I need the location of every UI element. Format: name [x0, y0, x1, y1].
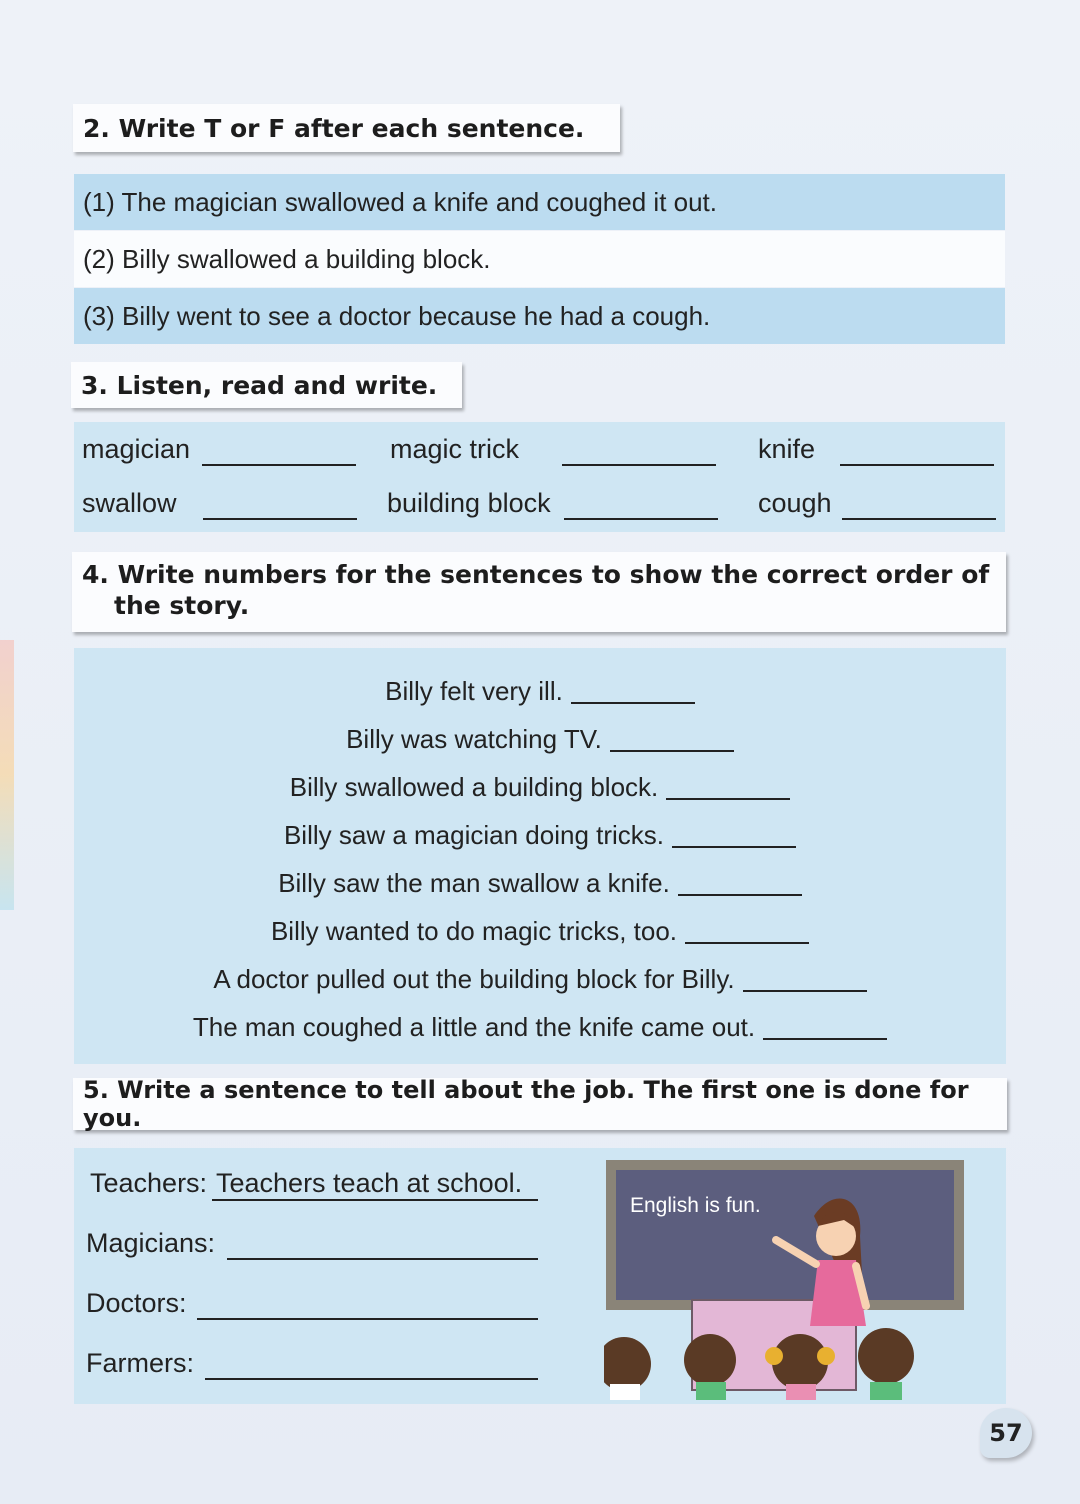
answer-line-farmers[interactable]	[205, 1378, 538, 1380]
section-2-heading-text: 2. Write T or F after each sentence.	[83, 113, 585, 143]
order-blank[interactable]	[685, 942, 809, 944]
job-label-magicians: Magicians:	[86, 1228, 216, 1258]
order-blank[interactable]	[672, 846, 796, 848]
section-4-heading-line-1: 4. Write numbers for the sentences to show the correct order of	[82, 560, 990, 589]
tf-sentence-2	[74, 231, 1005, 287]
vocab-word-magician: magician	[82, 434, 191, 464]
order-blank[interactable]	[666, 798, 790, 800]
order-sentence-text: Billy saw the man swallow a knife.	[278, 868, 670, 898]
section-4-heading-line-2: the story.	[114, 591, 250, 620]
example-answer: Teachers teach at school.	[216, 1168, 523, 1198]
section-2-heading	[73, 104, 620, 152]
order-sentence-6	[74, 916, 1006, 947]
tf-sentence-3	[74, 288, 1005, 344]
answer-line-magicians[interactable]	[227, 1258, 538, 1260]
side-decoration	[0, 640, 14, 910]
vocab-blank-building-block[interactable]	[564, 518, 718, 520]
vocab-word-cough: cough	[758, 488, 832, 518]
section-3-heading	[71, 362, 462, 408]
order-sentence-text: The man coughed a little and the knife came out.	[192, 1012, 756, 1042]
classroom-illustration	[604, 1156, 1004, 1402]
tf-sentences-panel	[74, 174, 1005, 342]
order-blank[interactable]	[743, 990, 867, 992]
order-blank[interactable]	[571, 702, 695, 704]
order-sentence-5	[74, 868, 1006, 899]
order-sentence-text: Billy saw a magician doing tricks.	[283, 820, 665, 850]
order-sentence-3	[74, 772, 1006, 803]
order-sentence-1	[74, 676, 1006, 707]
vocab-word-swallow: swallow	[82, 488, 177, 518]
order-sentence-text: Billy wanted to do magic tricks, too.	[270, 916, 678, 946]
blackboard-text: English is fun.	[630, 1194, 761, 1217]
order-blank[interactable]	[763, 1038, 887, 1040]
vocab-word-magic-trick: magic trick	[390, 434, 520, 464]
vocab-word-building-block: building block	[387, 488, 551, 518]
order-blank[interactable]	[678, 894, 802, 896]
order-sentence-7	[74, 964, 1006, 995]
vocab-blank-magician[interactable]	[202, 464, 356, 466]
vocab-blank-swallow[interactable]	[203, 518, 357, 520]
order-sentence-text: Billy swallowed a building block.	[289, 772, 659, 802]
order-sentence-4	[74, 820, 1006, 851]
tf-sentence-1	[74, 174, 1005, 230]
order-sentence-2	[74, 724, 1006, 755]
section-5-heading	[73, 1078, 1007, 1130]
order-sentence-text: A doctor pulled out the building block for Billy.	[213, 964, 735, 994]
jobs-panel	[74, 1148, 1006, 1404]
page-number: 57	[989, 1419, 1023, 1447]
section-5-heading-text: 5. Write a sentence to tell about the job. The first one is done for you.	[83, 1076, 969, 1132]
order-sentence-text: Billy was watching TV.	[346, 724, 602, 754]
vocab-blank-magic-trick[interactable]	[562, 464, 716, 466]
vocab-word-knife: knife	[758, 434, 816, 464]
order-blank[interactable]	[610, 750, 734, 752]
vocabulary-panel	[74, 422, 1005, 532]
section-4-heading	[72, 552, 1006, 632]
tf-sentence-text: (3) Billy went to see a doctor because he had a cough.	[83, 300, 711, 331]
story-order-panel	[74, 648, 1006, 1064]
job-label-farmers: Farmers:	[86, 1348, 194, 1378]
vocab-blank-cough[interactable]	[842, 518, 996, 520]
tf-sentence-text: (1) The magician swallowed a knife and coughed it out.	[83, 186, 718, 217]
section-3-heading-text: 3. Listen, read and write.	[81, 370, 438, 400]
answer-line-doctors[interactable]	[197, 1318, 538, 1320]
tf-sentence-text: (2) Billy swallowed a building block.	[83, 243, 491, 274]
order-sentence-8	[74, 1012, 1006, 1043]
page-number-badge	[980, 1408, 1032, 1458]
job-label-teachers: Teachers:	[90, 1168, 208, 1198]
vocab-blank-knife[interactable]	[840, 464, 994, 466]
order-sentence-text: Billy felt very ill.	[385, 676, 563, 706]
answer-line-teachers[interactable]	[212, 1199, 538, 1201]
job-label-doctors: Doctors:	[86, 1288, 187, 1318]
